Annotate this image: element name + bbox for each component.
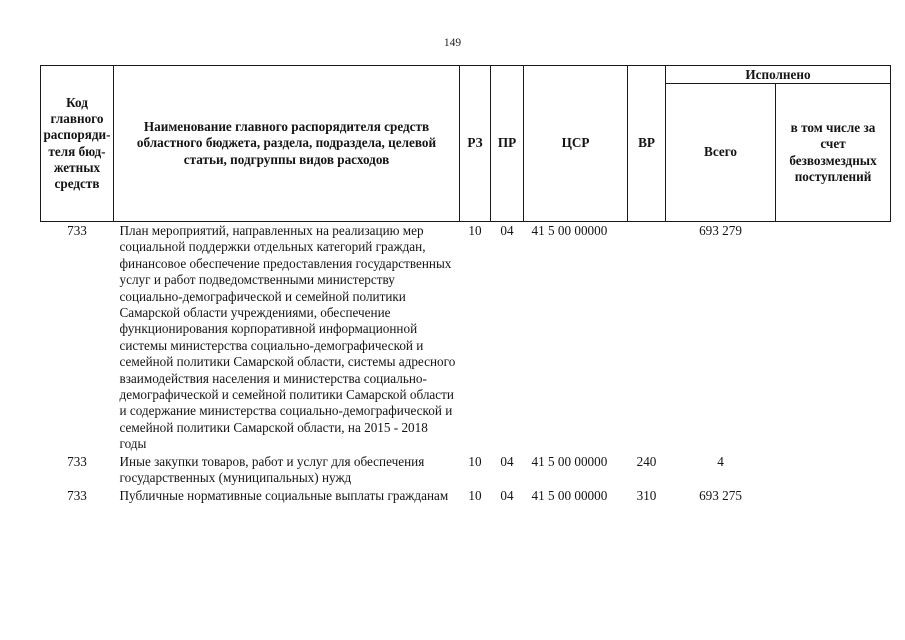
row-free xyxy=(776,487,891,504)
row-code: 733 xyxy=(67,223,87,238)
header-vr: ВР xyxy=(628,66,666,222)
row-total: 4 xyxy=(717,453,724,469)
page-number: 149 xyxy=(443,37,462,49)
row-vr xyxy=(628,222,666,453)
row-csr: 41 5 00 00000 xyxy=(531,453,608,469)
row-free xyxy=(776,222,891,453)
header-pr: ПР xyxy=(491,66,524,222)
table-row xyxy=(41,453,891,487)
row-pr: 04 xyxy=(500,223,514,238)
table-row xyxy=(41,222,891,453)
header-rz: РЗ xyxy=(460,66,491,222)
header-name: Наименование главного распорядителя средств областного бюджета, раздела, подраздела, целевой статьи, подгруппы видов расходов xyxy=(114,66,460,222)
row-name: Иные закупки товаров, работ и услуг для обеспечения государственных (муниципальных) нужд xyxy=(119,453,425,486)
row-vr: 310 xyxy=(636,487,657,503)
row-vr: 240 xyxy=(636,453,657,469)
row-rz: 10 xyxy=(468,487,482,503)
header-executed: Исполнено xyxy=(666,66,891,84)
header-code: Код главного распорядителя бюджетных средств xyxy=(41,66,114,222)
table-row xyxy=(41,487,891,504)
row-name: План мероприятий, направленных на реализацию мер социальной поддержки отдельных категорий граждан, финансовое обеспечение предоставления государственных услуг и работ подведомственными министерству социально-демографической и семейной политики Самарской области учреждениями, обеспечение функционирования корпоративной информационной системы министерства социально-демографической и семейной политики Самарской области, системы адресного взаимодействия населения и министерства социально-демографической и семейной политики Самарской области и содержание министерства социально-демографической и семейной политики Самарской области, на 2015 - 2018 годы xyxy=(119,223,456,452)
header-free: в том числе за счет безвозмездных поступлений xyxy=(776,84,891,222)
row-total: 693 275 xyxy=(699,487,742,503)
row-code: 733 xyxy=(67,487,87,503)
row-rz: 10 xyxy=(468,453,482,469)
header-csr: ЦСР xyxy=(524,66,628,222)
row-csr: 41 5 00 00000 xyxy=(531,487,608,503)
row-name: Публичные нормативные социальные выплаты гражданам xyxy=(119,487,449,503)
budget-table xyxy=(40,65,891,504)
row-pr: 04 xyxy=(500,487,514,503)
row-pr: 04 xyxy=(500,453,514,469)
row-csr: 41 5 00 00000 xyxy=(531,223,608,238)
row-total: 693 279 xyxy=(699,223,742,238)
row-free xyxy=(776,453,891,487)
row-rz: 10 xyxy=(468,223,482,238)
row-code: 733 xyxy=(67,453,87,469)
header-total: Всего xyxy=(666,84,776,222)
